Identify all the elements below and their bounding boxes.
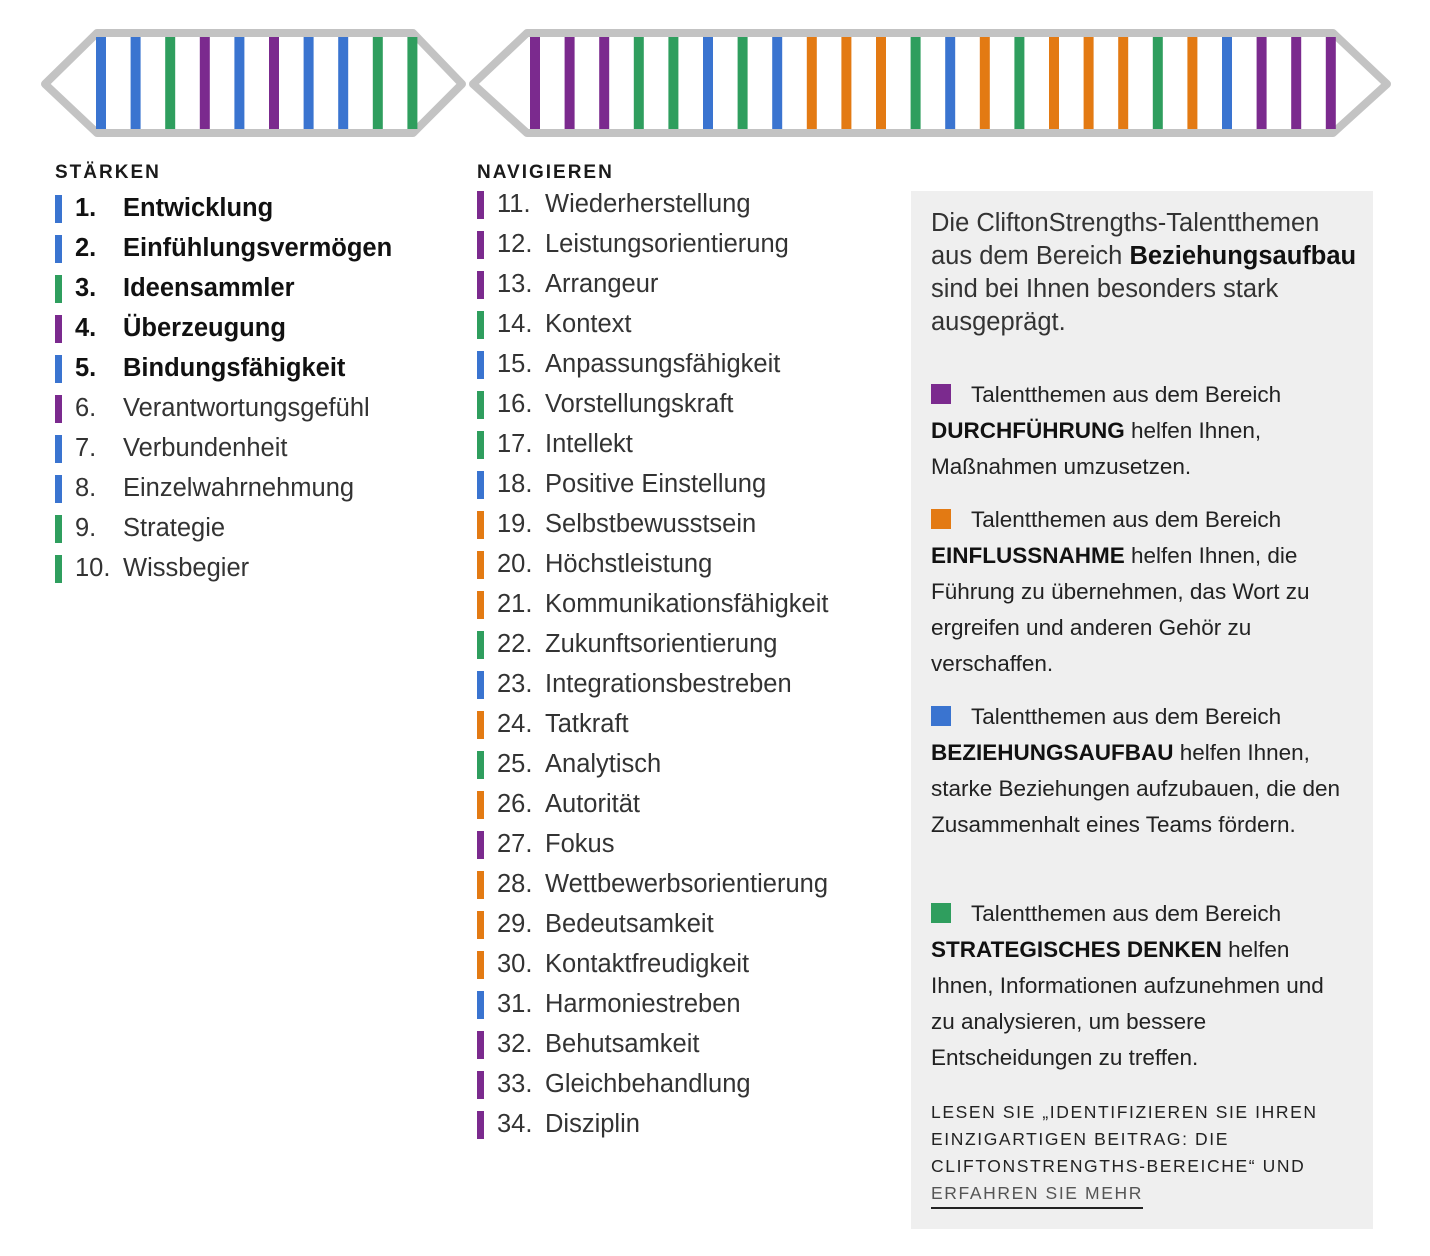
dna-left-outline bbox=[45, 33, 462, 133]
theme-name: Einfühlungsvermögen bbox=[123, 234, 393, 262]
executing-dna-bar bbox=[565, 37, 575, 129]
theme-rank: 33. bbox=[497, 1070, 533, 1098]
theme-rank: 15. bbox=[497, 350, 533, 378]
theme-rank: 5. bbox=[75, 354, 97, 382]
theme-name: Intellekt bbox=[545, 430, 633, 458]
influencing-dna-bar bbox=[1049, 37, 1059, 129]
relationship-dna-bar bbox=[234, 37, 244, 129]
strength-item bbox=[55, 428, 455, 468]
intro-text-end: sind bei Ihnen besonders stark ausgeprägt. bbox=[931, 275, 1279, 336]
domain-lead-text: Talentthemen aus dem Bereich bbox=[971, 901, 1282, 926]
relationship-domain-marker bbox=[55, 435, 62, 463]
strengths-column bbox=[55, 162, 455, 588]
theme-name: Harmoniestreben bbox=[545, 990, 741, 1018]
theme-name: Fokus bbox=[545, 830, 615, 858]
theme-name: Verantwortungsgefühl bbox=[123, 394, 370, 422]
theme-name: Leistungsorientierung bbox=[545, 230, 789, 258]
theme-rank: 19. bbox=[497, 510, 533, 538]
theme-rank: 31. bbox=[497, 990, 533, 1018]
navigate-item bbox=[477, 904, 897, 944]
domain-description: helfen Ihnen, Informationen aufzunehmen und zu analysieren, um bessere Entscheidungen zu treffen. bbox=[931, 937, 1324, 1070]
strategic-domain-marker bbox=[55, 555, 62, 583]
executing-dna-bar bbox=[1326, 37, 1336, 129]
executing-dna-bar bbox=[1257, 37, 1267, 129]
domain-legend-strategic bbox=[931, 896, 1351, 1076]
theme-rank: 4. bbox=[75, 314, 97, 342]
navigate-item bbox=[477, 944, 897, 984]
executing-dna-bar bbox=[530, 37, 540, 129]
theme-rank: 30. bbox=[497, 950, 533, 978]
influencing-domain-marker bbox=[477, 951, 484, 979]
theme-rank: 12. bbox=[497, 230, 533, 258]
theme-name: Selbstbewusstsein bbox=[545, 510, 757, 538]
executing-dna-bar bbox=[200, 37, 210, 129]
theme-rank: 14. bbox=[497, 310, 533, 338]
relationship-dna-bar bbox=[1222, 37, 1232, 129]
domain-name: BEZIEHUNGSAUFBAU bbox=[931, 740, 1174, 765]
theme-rank: 10. bbox=[75, 554, 111, 582]
theme-name: Zukunftsorientierung bbox=[545, 630, 778, 658]
influencing-dna-bar bbox=[841, 37, 851, 129]
relationship-domain-marker bbox=[55, 235, 62, 263]
theme-name: Höchstleistung bbox=[545, 550, 713, 578]
theme-rank: 11. bbox=[497, 190, 531, 218]
learn-more-link[interactable]: ERFAHREN SIE MEHR bbox=[931, 1183, 1143, 1209]
strategic-domain-marker bbox=[477, 431, 484, 459]
strengths-heading: STÄRKEN bbox=[55, 162, 161, 183]
intro-text-start: Die CliftonStrengths-Talentthemen aus dem Bereich bbox=[931, 209, 1320, 270]
domain-description: helfen Ihnen, Maßnahmen umzusetzen. bbox=[931, 418, 1262, 479]
relationship-dna-bar bbox=[703, 37, 713, 129]
strategic-domain-marker bbox=[55, 275, 62, 303]
influencing-domain-marker bbox=[477, 911, 484, 939]
theme-name: Integrationsbestreben bbox=[545, 670, 792, 698]
dna-right-bars bbox=[530, 37, 1336, 129]
navigate-item bbox=[477, 384, 897, 424]
navigate-item bbox=[477, 304, 897, 344]
executing-domain-marker bbox=[477, 1071, 484, 1099]
theme-rank: 8. bbox=[75, 474, 97, 502]
theme-rank: 3. bbox=[75, 274, 97, 302]
info-panel bbox=[911, 191, 1373, 1229]
theme-name: Überzeugung bbox=[123, 314, 286, 342]
theme-name: Anpassungsfähigkeit bbox=[545, 350, 781, 378]
read-more-note bbox=[931, 1099, 1361, 1207]
navigate-item bbox=[477, 544, 897, 584]
strategic-dna-bar bbox=[1014, 37, 1024, 129]
info-intro bbox=[931, 207, 1361, 339]
relationship-domain-marker bbox=[477, 471, 484, 499]
theme-name: Tatkraft bbox=[545, 710, 629, 738]
domain-description: helfen Ihnen, starke Beziehungen aufzubauen, die den Zusammenhalt eines Teams fördern. bbox=[931, 740, 1341, 837]
domain-name: EINFLUSSNAHME bbox=[931, 543, 1125, 568]
domain-description: helfen Ihnen, die Führung zu übernehmen, das Wort zu ergreifen und anderen Gehör zu verschaffen. bbox=[931, 543, 1310, 676]
theme-rank: 23. bbox=[497, 670, 533, 698]
theme-name: Wissbegier bbox=[123, 554, 250, 582]
theme-name: Verbundenheit bbox=[123, 434, 288, 462]
domain-legend-influencing bbox=[931, 502, 1351, 682]
relationship-dna-bar bbox=[945, 37, 955, 129]
navigate-item bbox=[477, 1104, 897, 1144]
strength-item bbox=[55, 348, 455, 388]
domain-legend-executing bbox=[931, 377, 1351, 485]
relationship-domain-marker bbox=[477, 351, 484, 379]
navigate-item bbox=[477, 744, 897, 784]
theme-rank: 7. bbox=[75, 434, 97, 462]
navigate-item bbox=[477, 344, 897, 384]
navigate-item bbox=[477, 1024, 897, 1064]
strength-item bbox=[55, 268, 455, 308]
theme-rank: 18. bbox=[497, 470, 533, 498]
domain-lead-text: Talentthemen aus dem Bereich bbox=[971, 704, 1282, 729]
theme-rank: 26. bbox=[497, 790, 533, 818]
dna-strand-graphic bbox=[0, 0, 1430, 150]
strategic-domain-marker bbox=[477, 391, 484, 419]
relationship-color-swatch bbox=[931, 706, 951, 726]
navigate-item bbox=[477, 664, 897, 704]
dna-left-bars bbox=[96, 37, 417, 129]
theme-rank: 6. bbox=[75, 394, 97, 422]
dna-right-outline bbox=[473, 33, 1387, 133]
relationship-domain-marker bbox=[477, 991, 484, 1019]
theme-name: Arrangeur bbox=[545, 270, 659, 298]
strategic-dna-bar bbox=[634, 37, 644, 129]
theme-name: Positive Einstellung bbox=[545, 470, 767, 498]
intro-highlight-domain: Beziehungsaufbau bbox=[1129, 242, 1357, 270]
navigate-item bbox=[477, 224, 897, 264]
strategic-dna-bar bbox=[373, 37, 383, 129]
strategic-domain-marker bbox=[477, 751, 484, 779]
theme-rank: 21. bbox=[497, 590, 533, 618]
navigate-list bbox=[477, 184, 897, 1144]
strategic-domain-marker bbox=[55, 515, 62, 543]
theme-rank: 16. bbox=[497, 390, 533, 418]
theme-name: Behutsamkeit bbox=[545, 1030, 700, 1058]
domain-lead-text: Talentthemen aus dem Bereich bbox=[971, 382, 1282, 407]
relationship-domain-marker bbox=[477, 671, 484, 699]
theme-rank: 28. bbox=[497, 870, 533, 898]
influencing-dna-bar bbox=[876, 37, 886, 129]
relationship-domain-marker bbox=[55, 475, 62, 503]
relationship-domain-marker bbox=[55, 195, 62, 223]
relationship-dna-bar bbox=[131, 37, 141, 129]
strength-item bbox=[55, 388, 455, 428]
navigate-item bbox=[477, 864, 897, 904]
navigate-column bbox=[477, 162, 897, 1144]
executing-domain-marker bbox=[55, 395, 62, 423]
theme-name: Bedeutsamkeit bbox=[545, 910, 714, 938]
relationship-dna-bar bbox=[96, 37, 106, 129]
strategic-domain-marker bbox=[477, 631, 484, 659]
theme-rank: 32. bbox=[497, 1030, 533, 1058]
theme-name: Strategie bbox=[123, 514, 226, 542]
strategic-dna-bar bbox=[407, 37, 417, 129]
influencing-domain-marker bbox=[477, 511, 484, 539]
executing-domain-marker bbox=[477, 231, 484, 259]
theme-name: Ideensammler bbox=[123, 274, 295, 302]
executing-domain-marker bbox=[477, 1111, 484, 1139]
navigate-item bbox=[477, 504, 897, 544]
theme-name: Einzelwahrnehmung bbox=[123, 474, 355, 502]
influencing-dna-bar bbox=[1118, 37, 1128, 129]
executing-domain-marker bbox=[477, 191, 484, 219]
navigate-item bbox=[477, 264, 897, 304]
theme-name: Analytisch bbox=[545, 750, 662, 778]
executing-domain-marker bbox=[477, 1031, 484, 1059]
influencing-domain-marker bbox=[477, 791, 484, 819]
influencing-domain-marker bbox=[477, 551, 484, 579]
executing-domain-marker bbox=[477, 271, 484, 299]
strength-item bbox=[55, 308, 455, 348]
theme-rank: 13. bbox=[497, 270, 533, 298]
strategic-dna-bar bbox=[1153, 37, 1163, 129]
theme-name: Autorität bbox=[545, 790, 640, 818]
domain-name: STRATEGISCHES DENKEN bbox=[931, 937, 1222, 962]
theme-rank: 22. bbox=[497, 630, 533, 658]
strategic-dna-bar bbox=[738, 37, 748, 129]
domain-lead-text: Talentthemen aus dem Bereich bbox=[971, 507, 1282, 532]
relationship-dna-bar bbox=[338, 37, 348, 129]
theme-rank: 9. bbox=[75, 514, 97, 542]
navigate-item bbox=[477, 784, 897, 824]
strategic-dna-bar bbox=[165, 37, 175, 129]
executing-domain-marker bbox=[55, 315, 62, 343]
theme-name: Kontaktfreudigkeit bbox=[545, 950, 750, 978]
theme-name: Vorstellungskraft bbox=[545, 390, 734, 418]
strength-item bbox=[55, 228, 455, 268]
theme-rank: 27. bbox=[497, 830, 533, 858]
navigate-item bbox=[477, 1064, 897, 1104]
executing-dna-bar bbox=[599, 37, 609, 129]
navigate-item bbox=[477, 584, 897, 624]
strength-item bbox=[55, 188, 455, 228]
influencing-color-swatch bbox=[931, 509, 951, 529]
navigate-item bbox=[477, 824, 897, 864]
strategic-color-swatch bbox=[931, 903, 951, 923]
domain-legend-relationship bbox=[931, 699, 1351, 843]
theme-rank: 20. bbox=[497, 550, 533, 578]
theme-name: Wettbewerbsorientierung bbox=[545, 870, 829, 898]
influencing-domain-marker bbox=[477, 871, 484, 899]
navigate-item bbox=[477, 424, 897, 464]
navigate-item bbox=[477, 704, 897, 744]
theme-name: Kommunikationsfähigkeit bbox=[545, 590, 829, 618]
domain-name: DURCHFÜHRUNG bbox=[931, 418, 1125, 443]
influencing-dna-bar bbox=[1084, 37, 1094, 129]
navigate-item bbox=[477, 984, 897, 1024]
strategic-domain-marker bbox=[477, 311, 484, 339]
theme-rank: 25. bbox=[497, 750, 533, 778]
navigate-heading: NAVIGIEREN bbox=[477, 162, 614, 183]
theme-rank: 24. bbox=[497, 710, 533, 738]
theme-name: Wiederherstellung bbox=[545, 190, 751, 218]
strategic-dna-bar bbox=[911, 37, 921, 129]
influencing-domain-marker bbox=[477, 591, 484, 619]
relationship-dna-bar bbox=[772, 37, 782, 129]
theme-name: Bindungsfähigkeit bbox=[123, 354, 346, 382]
strength-item bbox=[55, 468, 455, 508]
theme-rank: 29. bbox=[497, 910, 533, 938]
executing-domain-marker bbox=[477, 831, 484, 859]
theme-rank: 2. bbox=[75, 234, 97, 262]
strength-item bbox=[55, 508, 455, 548]
theme-rank: 34. bbox=[497, 1110, 533, 1138]
influencing-domain-marker bbox=[477, 711, 484, 739]
theme-name: Gleichbehandlung bbox=[545, 1070, 751, 1098]
theme-name: Disziplin bbox=[545, 1110, 640, 1138]
influencing-dna-bar bbox=[980, 37, 990, 129]
strategic-dna-bar bbox=[668, 37, 678, 129]
executing-color-swatch bbox=[931, 384, 951, 404]
theme-rank: 1. bbox=[75, 194, 97, 222]
strengths-list bbox=[55, 188, 455, 588]
navigate-item bbox=[477, 184, 897, 224]
relationship-domain-marker bbox=[55, 355, 62, 383]
theme-name: Kontext bbox=[545, 310, 632, 338]
executing-dna-bar bbox=[269, 37, 279, 129]
navigate-item bbox=[477, 464, 897, 504]
navigate-item bbox=[477, 624, 897, 664]
read-more-text: LESEN SIE „IDENTIFIZIEREN SIE IHREN EINZIGARTIGEN BEITRAG: DIE CLIFTONSTRENGTHS-BEREICHE“ UND bbox=[931, 1102, 1318, 1176]
theme-name: Entwicklung bbox=[123, 194, 274, 222]
strength-item bbox=[55, 548, 455, 588]
influencing-dna-bar bbox=[807, 37, 817, 129]
relationship-dna-bar bbox=[304, 37, 314, 129]
theme-rank: 17. bbox=[497, 430, 533, 458]
executing-dna-bar bbox=[1291, 37, 1301, 129]
influencing-dna-bar bbox=[1187, 37, 1197, 129]
